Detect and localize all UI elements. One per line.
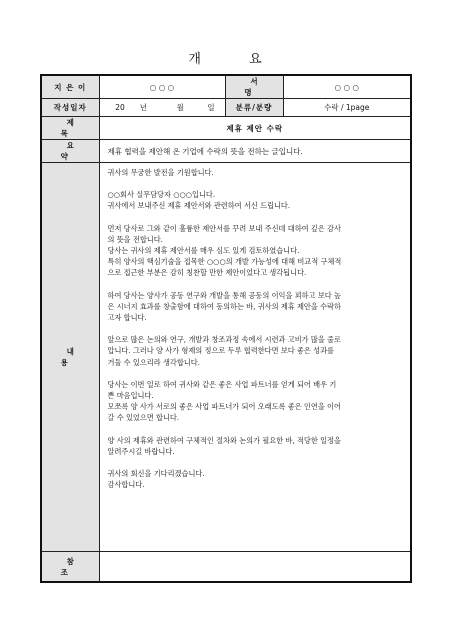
author-label: 지 은 이 (41, 75, 99, 99)
body-label: 내 용 (41, 163, 99, 552)
body-line: 압니다. 그러나 양 사가 형제의 정으로 두루 협력한다면 보다 좋은 성과를 (107, 346, 334, 356)
body-line: 당사는 귀사의 제휴 제안서를 매우 심도 있게 검토하였습니다. (107, 246, 300, 256)
subject-value[interactable]: 제휴 제안 수락 (99, 117, 411, 140)
signature-value[interactable]: ○ ○ ○ (283, 75, 411, 99)
category-label: 분류/분량 (225, 99, 283, 117)
body-line: 특히 양사의 핵심기술을 접목한 ○○○의 개발 가능성에 대해 비교적 구체적 (107, 257, 342, 267)
body-line: 감사합니다. (107, 480, 145, 490)
body-line: 쁜 마음입니다. (107, 391, 154, 401)
date-day-unit: 일 (207, 103, 215, 112)
body-line: 양 사의 제휴와 관련하여 구체적인 절차와 논의가 필요한 바, 적당한 일정을 (107, 435, 341, 445)
body-line: 갈 수 있었으면 합니다. (107, 413, 180, 423)
summary-label: 요 약 (41, 140, 99, 163)
date-year-unit: 년 (139, 103, 148, 112)
body-line: 은 시너지 효과를 창출함에 대하여 동의하는 바, 귀사의 제휴 제안을 수락하 (107, 301, 341, 311)
body-line: 먼저 당사로 그와 같이 훌륭한 제안서를 꾸려 보내 주신데 대하여 깊은 감사 (107, 223, 341, 233)
body-line: 고자 합니다. (107, 313, 147, 323)
reference-value[interactable] (99, 552, 411, 583)
reference-label: 참 조 (41, 552, 99, 583)
document-title: 개 요 (188, 52, 284, 67)
body-content[interactable] (99, 163, 411, 552)
subject-label: 제 목 (41, 117, 99, 140)
author-value[interactable]: ○ ○ ○ (99, 75, 225, 99)
body-line: 앞으로 많은 논의와 연구, 개발과 창조과정 속에서 시련과 고비가 많을 줄로 (107, 335, 341, 345)
body-line: 귀사의 회신을 기다리겠습니다. (107, 469, 205, 479)
category-value[interactable]: 수락 / 1page (283, 99, 411, 117)
body-line: ○○회사 실무담당자 ○○○입니다. (107, 190, 216, 200)
body-line: 귀사에서 보내주신 제휴 제안서와 관련하여 서신 드립니다. (107, 201, 291, 211)
body-line: 귀사의 무궁한 발전을 기원합니다. (107, 168, 214, 177)
body-line: 모쪼록 양 사가 서로의 좋은 사업 파트너가 되어 오래도록 좋은 인연을 이어 (107, 402, 341, 412)
signature-label: 서 명 (225, 75, 283, 99)
body-line: 의 뜻을 전합니다. (107, 234, 163, 244)
date-month-unit: 월 (176, 103, 184, 112)
date-label: 작성일자 (41, 99, 99, 117)
date-value[interactable] (99, 99, 225, 117)
date-year: 20 (115, 103, 125, 112)
body-line: 알려주시길 바랍니다. (107, 446, 175, 456)
body-line: 으로 접근한 부분은 감히 칭찬할 만한 제안이었다고 생각됩니다. (107, 268, 307, 278)
summary-value[interactable]: 제휴 협력을 제안해 온 기업에 수락의 뜻을 전하는 글입니다. (99, 140, 411, 163)
body-line: 당사는 이번 일로 하여 귀사와 같은 좋은 사업 파트너를 얻게 되어 배우 기 (107, 379, 337, 389)
body-line: 거둘 수 있으리라 생각합니다. (107, 357, 200, 367)
summary-form-table (40, 74, 412, 583)
body-line: 하여 당사는 양사가 공동 연구와 개발을 통해 공동의 이익을 꾀하고 보다 높 (107, 290, 341, 300)
